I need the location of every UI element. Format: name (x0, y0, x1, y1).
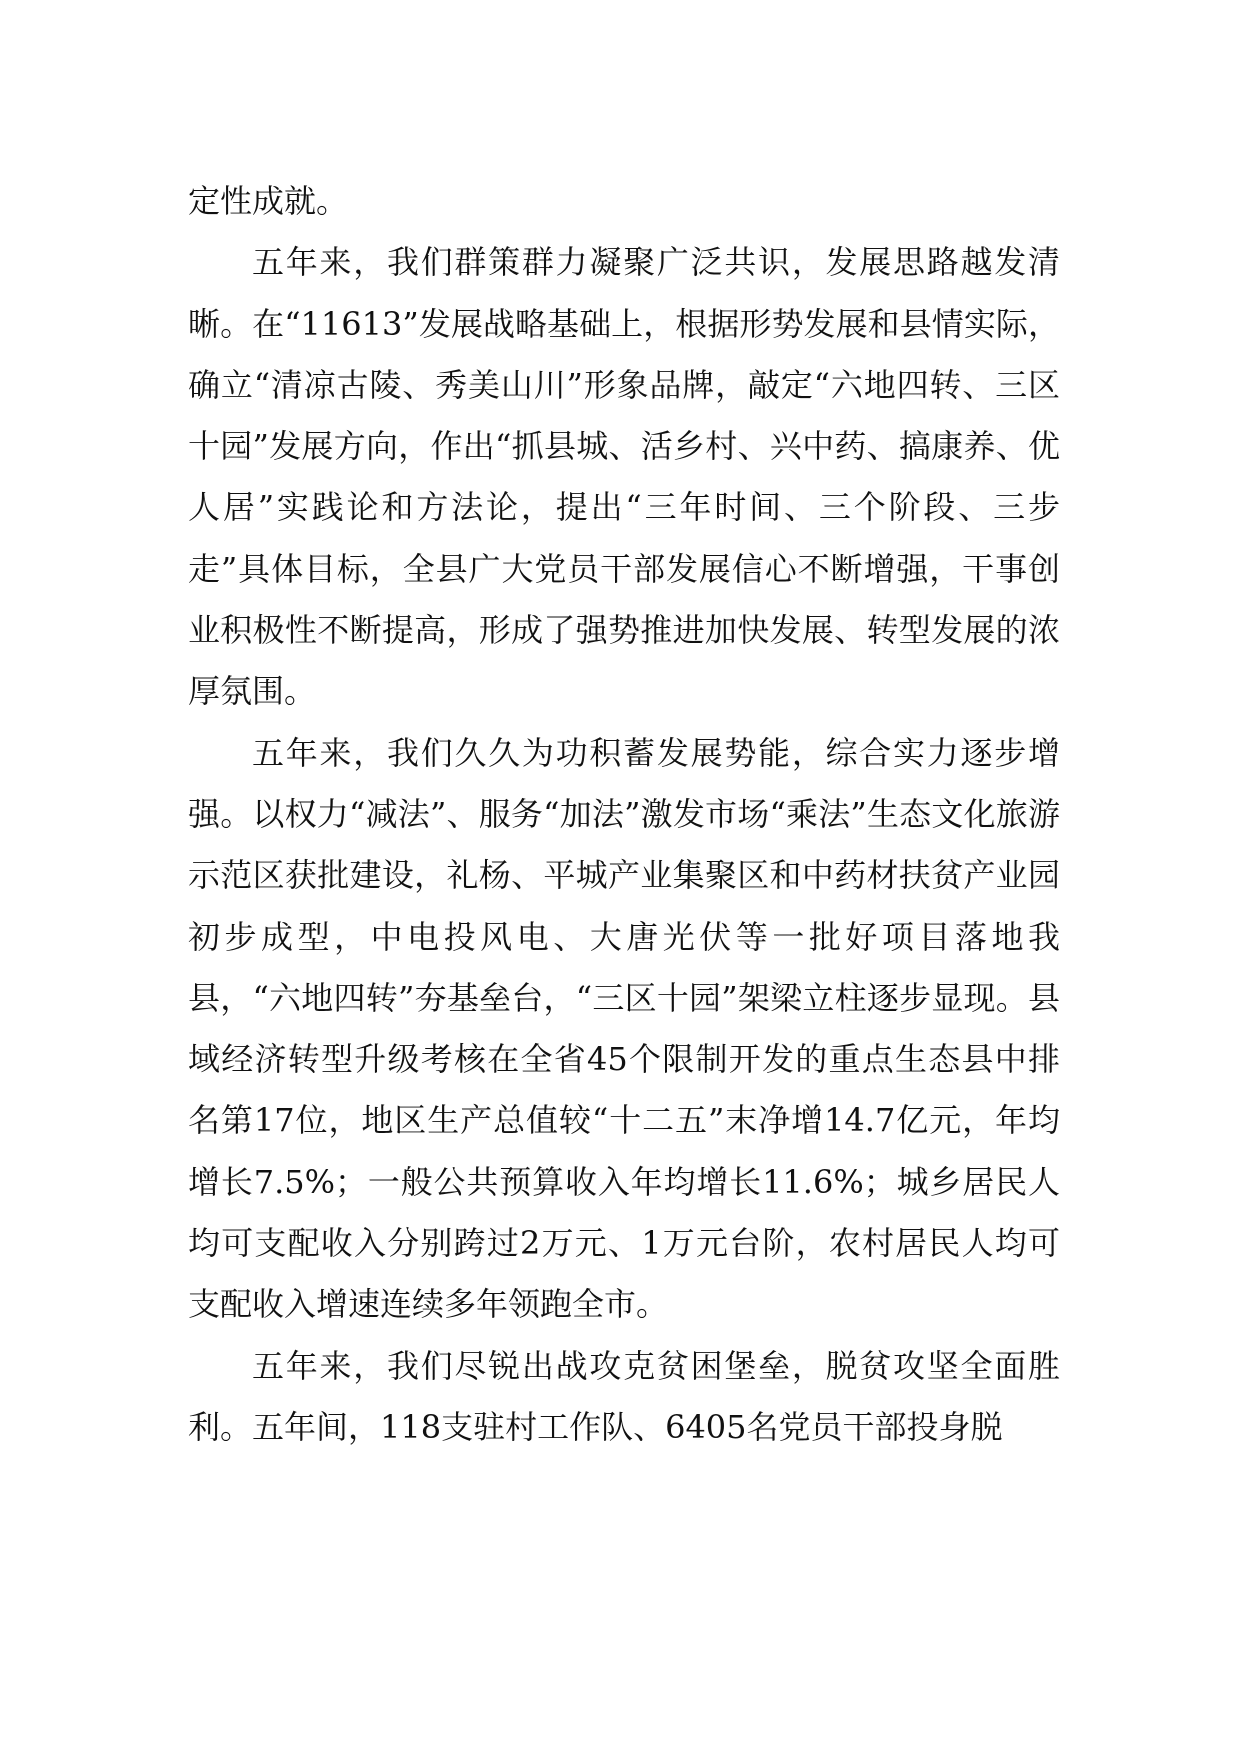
paragraph-poverty-alleviation: 五年来，我们尽锐出战攻克贫困堡垒，脱贫攻坚全面胜利。五年间，118支驻村工作队、6405名党员干部投身脱 (188, 1346, 1060, 1446)
document-body (188, 171, 1060, 1458)
paragraph-comprehensive-strength: 五年来，我们久久为功积蓄发展势能，综合实力逐步增强。以权力“减法”、服务“加法”激发市场“乘法”生态文化旅游示范区获批建设，礼杨、平城产业集聚区和中药材扶贫产业园初步成型，中电投风电、大唐光伏等一批好项目落地我县，“六地四转”夯基垒台，“三区十园”架梁立柱逐步显现。县域经济转型升级考核在全省45个限制开发的重点生态县中排名第17位，地区生产总值较“十二五”末净增14.7亿元，年均增长7.5%；一般公共预算收入年均增长11.6%；城乡居民人均可支配收入分别跨过2万元、1万元台阶，农村居民人均可支配收入增速连续多年领跑全市。 (188, 733, 1060, 1324)
paragraph-development-ideas: 五年来，我们群策群力凝聚广泛共识，发展思路越发清晰。在“11613”发展战略基础上，根据形势发展和县情实际，确立“清凉古陵、秀美山川”形象品牌，敲定“六地四转、三区十园”发展方向，作出“抓县城、活乡村、兴中药、搞康养、优人居”实践论和方法论，提出“三年时间、三个阶段、三步走”具体目标，全县广大党员干部发展信心不断增强，干事创业积极性不断提高，形成了强势推进加快发展、转型发展的浓厚氛围。 (188, 243, 1060, 711)
paragraph-continuation: 定性成就。 (188, 182, 349, 220)
